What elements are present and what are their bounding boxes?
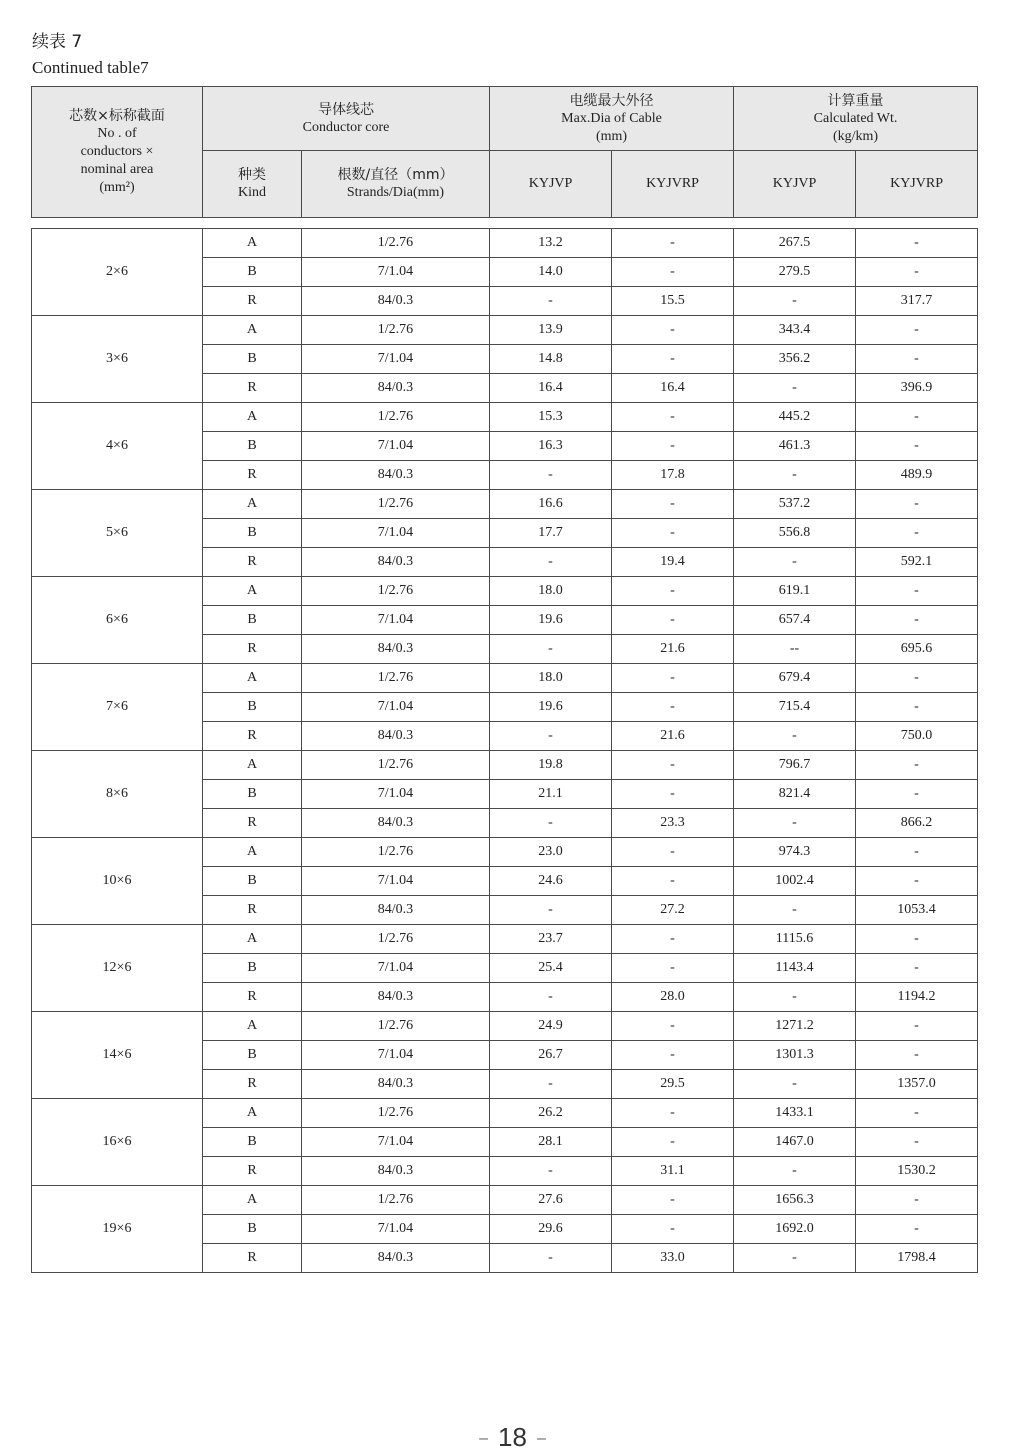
cell-strands: 1/2.76 — [302, 1099, 490, 1128]
cell-weight-kyjvp: -- — [734, 635, 856, 664]
cell-weight-kyjvp: 619.1 — [734, 577, 856, 606]
cell-weight-kyjvrp: 695.6 — [856, 635, 978, 664]
header-kind-en: Kind — [238, 185, 266, 200]
cell-spec: 10×6 — [32, 838, 203, 925]
cell-strands: 7/1.04 — [302, 606, 490, 635]
cell-kind: B — [203, 432, 302, 461]
cell-weight-kyjvp: 267.5 — [734, 229, 856, 258]
cell-maxdia-kyjvp: 23.7 — [490, 925, 612, 954]
cell-strands: 84/0.3 — [302, 722, 490, 751]
header-maxdia — [490, 87, 734, 151]
cell-weight-kyjvrp: - — [856, 751, 978, 780]
cell-weight-kyjvp: 1467.0 — [734, 1128, 856, 1157]
cell-maxdia-kyjvrp: - — [612, 780, 734, 809]
cell-weight-kyjvp: 821.4 — [734, 780, 856, 809]
cell-strands: 7/1.04 — [302, 780, 490, 809]
cell-weight-kyjvrp: - — [856, 606, 978, 635]
cell-maxdia-kyjvp: 19.6 — [490, 693, 612, 722]
cell-strands: 7/1.04 — [302, 258, 490, 287]
cell-kind: B — [203, 1215, 302, 1244]
cell-strands: 1/2.76 — [302, 403, 490, 432]
cell-maxdia-kyjvrp: - — [612, 693, 734, 722]
header-sub-weight-kyjvrp: KYJVRP — [856, 151, 978, 218]
cell-weight-kyjvrp: - — [856, 838, 978, 867]
cell-weight-kyjvrp: - — [856, 403, 978, 432]
cell-weight-kyjvrp: 396.9 — [856, 374, 978, 403]
cell-maxdia-kyjvrp: 21.6 — [612, 722, 734, 751]
cell-maxdia-kyjvp: 24.6 — [490, 867, 612, 896]
data-table — [31, 228, 978, 1273]
header-sub-maxdia-kyjvp: KYJVP — [490, 151, 612, 218]
cell-weight-kyjvp: - — [734, 983, 856, 1012]
table-row — [32, 1186, 978, 1215]
cell-maxdia-kyjvrp: - — [612, 1012, 734, 1041]
cell-weight-kyjvp: - — [734, 374, 856, 403]
cell-maxdia-kyjvp: 13.9 — [490, 316, 612, 345]
cell-maxdia-kyjvrp: - — [612, 490, 734, 519]
cell-spec: 4×6 — [32, 403, 203, 490]
cell-strands: 7/1.04 — [302, 432, 490, 461]
cell-weight-kyjvp: 1115.6 — [734, 925, 856, 954]
header-strands-en: Strands/Dia(mm) — [346, 185, 445, 200]
cell-maxdia-kyjvrp: - — [612, 1099, 734, 1128]
cell-strands: 1/2.76 — [302, 316, 490, 345]
cell-strands: 1/2.76 — [302, 490, 490, 519]
cell-strands: 84/0.3 — [302, 1157, 490, 1186]
cell-kind: B — [203, 693, 302, 722]
header-spec-en: No . of — [97, 126, 137, 141]
cell-weight-kyjvp: 1656.3 — [734, 1186, 856, 1215]
cell-maxdia-kyjvp: - — [490, 461, 612, 490]
page-dash-left: – — [479, 1430, 489, 1448]
cell-maxdia-kyjvp: 29.6 — [490, 1215, 612, 1244]
cell-maxdia-kyjvp: 21.1 — [490, 780, 612, 809]
cell-maxdia-kyjvp: - — [490, 809, 612, 838]
cell-kind: B — [203, 519, 302, 548]
cell-weight-kyjvrp: 1798.4 — [856, 1244, 978, 1273]
cell-strands: 7/1.04 — [302, 954, 490, 983]
cell-weight-kyjvp: - — [734, 1157, 856, 1186]
cell-strands: 7/1.04 — [302, 693, 490, 722]
cell-spec: 19×6 — [32, 1186, 203, 1273]
cell-kind: B — [203, 954, 302, 983]
cell-kind: B — [203, 867, 302, 896]
cell-maxdia-kyjvp: 27.6 — [490, 1186, 612, 1215]
cell-maxdia-kyjvp: 18.0 — [490, 577, 612, 606]
cell-maxdia-kyjvp: 13.2 — [490, 229, 612, 258]
cell-strands: 7/1.04 — [302, 1041, 490, 1070]
cell-weight-kyjvrp: 1357.0 — [856, 1070, 978, 1099]
cell-maxdia-kyjvp: 19.6 — [490, 606, 612, 635]
table-row — [32, 577, 978, 606]
caption-zh: 续表 7 — [32, 32, 83, 52]
cell-kind: R — [203, 896, 302, 925]
cell-maxdia-kyjvp: - — [490, 287, 612, 316]
header-spec — [32, 87, 203, 218]
cell-spec: 5×6 — [32, 490, 203, 577]
header-weight-en: Calculated Wt. — [813, 110, 898, 126]
cell-weight-kyjvp: - — [734, 1244, 856, 1273]
cell-strands: 84/0.3 — [302, 287, 490, 316]
cell-weight-kyjvp: 715.4 — [734, 693, 856, 722]
cell-maxdia-kyjvrp: - — [612, 664, 734, 693]
cell-strands: 84/0.3 — [302, 983, 490, 1012]
cell-maxdia-kyjvp: 19.8 — [490, 751, 612, 780]
cell-strands: 7/1.04 — [302, 867, 490, 896]
cell-spec: 16×6 — [32, 1099, 203, 1186]
cell-kind: A — [203, 751, 302, 780]
cell-weight-kyjvp: - — [734, 461, 856, 490]
cell-strands: 1/2.76 — [302, 1186, 490, 1215]
cell-weight-kyjvrp: 592.1 — [856, 548, 978, 577]
cell-weight-kyjvp: 974.3 — [734, 838, 856, 867]
cell-kind: A — [203, 1012, 302, 1041]
cell-maxdia-kyjvp: - — [490, 1244, 612, 1273]
table-row — [32, 1099, 978, 1128]
cell-weight-kyjvp: - — [734, 1070, 856, 1099]
caption-en: Continued table7 — [32, 58, 149, 77]
cell-maxdia-kyjvrp: 27.2 — [612, 896, 734, 925]
cell-weight-kyjvrp: - — [856, 954, 978, 983]
cell-maxdia-kyjvrp: 28.0 — [612, 983, 734, 1012]
header-conductor — [203, 87, 490, 151]
table-caption — [32, 34, 149, 76]
cell-kind: A — [203, 403, 302, 432]
cell-kind: A — [203, 316, 302, 345]
cell-weight-kyjvp: 537.2 — [734, 490, 856, 519]
header-spec-en: conductors × — [80, 144, 154, 159]
cell-weight-kyjvrp: - — [856, 519, 978, 548]
cell-maxdia-kyjvp: 26.7 — [490, 1041, 612, 1070]
cell-maxdia-kyjvp: - — [490, 1157, 612, 1186]
cell-weight-kyjvrp: - — [856, 258, 978, 287]
cell-maxdia-kyjvp: 23.0 — [490, 838, 612, 867]
cell-strands: 1/2.76 — [302, 577, 490, 606]
header-maxdia-unit: (mm) — [595, 128, 628, 144]
cell-maxdia-kyjvp: 16.3 — [490, 432, 612, 461]
table-row — [32, 838, 978, 867]
cell-weight-kyjvp: - — [734, 896, 856, 925]
cell-kind: B — [203, 780, 302, 809]
cell-maxdia-kyjvrp: - — [612, 1186, 734, 1215]
cell-maxdia-kyjvrp: - — [612, 1041, 734, 1070]
cell-maxdia-kyjvrp: - — [612, 229, 734, 258]
cell-strands: 84/0.3 — [302, 374, 490, 403]
cell-strands: 84/0.3 — [302, 635, 490, 664]
cell-kind: R — [203, 1244, 302, 1273]
cell-weight-kyjvrp: - — [856, 867, 978, 896]
header-sub-weight-kyjvp: KYJVP — [734, 151, 856, 218]
header-maxdia-en: Max.Dia of Cable — [561, 110, 662, 126]
cell-weight-kyjvp: - — [734, 722, 856, 751]
table-row — [32, 490, 978, 519]
cell-maxdia-kyjvp: 15.3 — [490, 403, 612, 432]
cell-strands: 7/1.04 — [302, 1128, 490, 1157]
cell-maxdia-kyjvrp: 31.1 — [612, 1157, 734, 1186]
cell-kind: R — [203, 374, 302, 403]
cell-weight-kyjvrp: 317.7 — [856, 287, 978, 316]
cell-kind: A — [203, 229, 302, 258]
cell-weight-kyjvp: 1301.3 — [734, 1041, 856, 1070]
cell-maxdia-kyjvrp: - — [612, 403, 734, 432]
cell-kind: R — [203, 809, 302, 838]
table-row — [32, 229, 978, 258]
cell-kind: A — [203, 664, 302, 693]
cell-weight-kyjvp: 1143.4 — [734, 954, 856, 983]
cell-kind: A — [203, 838, 302, 867]
cell-weight-kyjvrp: 489.9 — [856, 461, 978, 490]
cell-strands: 84/0.3 — [302, 548, 490, 577]
cell-kind: B — [203, 1128, 302, 1157]
cell-weight-kyjvp: 556.8 — [734, 519, 856, 548]
header-spec-en: nominal area — [80, 162, 154, 177]
header-spec-unit: (mm²) — [99, 180, 135, 195]
cell-weight-kyjvrp: - — [856, 577, 978, 606]
cell-kind: R — [203, 722, 302, 751]
header-strands — [302, 151, 490, 218]
cell-weight-kyjvp: - — [734, 548, 856, 577]
cell-weight-kyjvrp: - — [856, 229, 978, 258]
cell-weight-kyjvrp: - — [856, 693, 978, 722]
cell-weight-kyjvrp: - — [856, 664, 978, 693]
cell-strands: 7/1.04 — [302, 1215, 490, 1244]
cell-maxdia-kyjvrp: - — [612, 432, 734, 461]
cell-weight-kyjvp: 445.2 — [734, 403, 856, 432]
cell-weight-kyjvp: 1271.2 — [734, 1012, 856, 1041]
cell-weight-kyjvrp: 1530.2 — [856, 1157, 978, 1186]
cell-maxdia-kyjvp: 14.8 — [490, 345, 612, 374]
page-number-text: 18 — [498, 1422, 527, 1452]
cell-maxdia-kyjvrp: - — [612, 867, 734, 896]
cell-kind: B — [203, 1041, 302, 1070]
cell-weight-kyjvrp: - — [856, 432, 978, 461]
cell-spec: 8×6 — [32, 751, 203, 838]
cell-weight-kyjvp: 356.2 — [734, 345, 856, 374]
cell-maxdia-kyjvp: - — [490, 1070, 612, 1099]
cell-maxdia-kyjvp: 14.0 — [490, 258, 612, 287]
cell-spec: 12×6 — [32, 925, 203, 1012]
header-sub-maxdia-kyjvrp: KYJVRP — [612, 151, 734, 218]
cell-maxdia-kyjvrp: - — [612, 316, 734, 345]
cell-weight-kyjvp: 1002.4 — [734, 867, 856, 896]
cell-kind: R — [203, 287, 302, 316]
cell-weight-kyjvrp: - — [856, 490, 978, 519]
header-conductor-zh: 导体线芯 — [318, 101, 374, 118]
cell-strands: 1/2.76 — [302, 925, 490, 954]
cell-maxdia-kyjvp: - — [490, 635, 612, 664]
cell-weight-kyjvrp: - — [856, 1041, 978, 1070]
cell-maxdia-kyjvp: 26.2 — [490, 1099, 612, 1128]
header-spec-zh: 芯数×标称截面 — [69, 108, 165, 124]
page-number — [0, 1422, 1025, 1453]
cell-maxdia-kyjvrp: 19.4 — [612, 548, 734, 577]
cell-maxdia-kyjvrp: 15.5 — [612, 287, 734, 316]
cell-kind: B — [203, 606, 302, 635]
cell-kind: R — [203, 548, 302, 577]
cell-maxdia-kyjvrp: 33.0 — [612, 1244, 734, 1273]
cell-maxdia-kyjvrp: - — [612, 1128, 734, 1157]
header-maxdia-zh: 电缆最大外径 — [569, 92, 654, 109]
cell-maxdia-kyjvp: - — [490, 896, 612, 925]
cell-maxdia-kyjvrp: - — [612, 345, 734, 374]
cell-weight-kyjvp: 657.4 — [734, 606, 856, 635]
cell-weight-kyjvrp: - — [856, 1099, 978, 1128]
data-body — [32, 229, 978, 1273]
header-weight-zh: 计算重量 — [827, 92, 884, 109]
cell-kind: A — [203, 490, 302, 519]
table-row — [32, 664, 978, 693]
header-weight-unit: (kg/km) — [832, 128, 879, 144]
cell-strands: 84/0.3 — [302, 896, 490, 925]
cell-weight-kyjvp: 796.7 — [734, 751, 856, 780]
cell-maxdia-kyjvrp: 21.6 — [612, 635, 734, 664]
cell-weight-kyjvp: 343.4 — [734, 316, 856, 345]
cell-maxdia-kyjvrp: - — [612, 1215, 734, 1244]
cell-weight-kyjvrp: - — [856, 1128, 978, 1157]
page-dash-right: – — [536, 1430, 546, 1448]
cell-strands: 7/1.04 — [302, 345, 490, 374]
cell-strands: 1/2.76 — [302, 664, 490, 693]
header-weight — [734, 87, 978, 151]
cell-weight-kyjvrp: - — [856, 925, 978, 954]
table-header — [31, 86, 978, 218]
cell-strands: 84/0.3 — [302, 1244, 490, 1273]
header-conductor-en: Conductor core — [302, 119, 390, 135]
cell-kind: R — [203, 1070, 302, 1099]
cell-weight-kyjvrp: 750.0 — [856, 722, 978, 751]
cell-maxdia-kyjvp: - — [490, 548, 612, 577]
cell-maxdia-kyjvrp: - — [612, 954, 734, 983]
table-row — [32, 403, 978, 432]
header-strands-zh: 根数/直径（mm） — [337, 167, 454, 183]
cell-weight-kyjvrp: - — [856, 1215, 978, 1244]
cell-maxdia-kyjvrp: - — [612, 258, 734, 287]
cell-strands: 1/2.76 — [302, 838, 490, 867]
cell-maxdia-kyjvrp: - — [612, 519, 734, 548]
cell-strands: 7/1.04 — [302, 519, 490, 548]
cell-weight-kyjvrp: 1053.4 — [856, 896, 978, 925]
cell-kind: R — [203, 461, 302, 490]
cell-weight-kyjvrp: - — [856, 780, 978, 809]
cell-maxdia-kyjvp: 16.6 — [490, 490, 612, 519]
cell-kind: A — [203, 1186, 302, 1215]
header-kind-zh: 种类 — [238, 167, 266, 183]
cell-kind: B — [203, 258, 302, 287]
cell-weight-kyjvrp: 1194.2 — [856, 983, 978, 1012]
cell-weight-kyjvrp: 866.2 — [856, 809, 978, 838]
cell-weight-kyjvp: - — [734, 287, 856, 316]
cell-weight-kyjvp: 461.3 — [734, 432, 856, 461]
cell-weight-kyjvp: 1433.1 — [734, 1099, 856, 1128]
cell-kind: R — [203, 635, 302, 664]
cell-maxdia-kyjvp: 17.7 — [490, 519, 612, 548]
cell-maxdia-kyjvrp: - — [612, 606, 734, 635]
table-row — [32, 925, 978, 954]
cell-spec: 6×6 — [32, 577, 203, 664]
cell-kind: A — [203, 925, 302, 954]
cell-spec: 3×6 — [32, 316, 203, 403]
header-kind — [203, 151, 302, 218]
table-row — [32, 316, 978, 345]
table-row — [32, 1012, 978, 1041]
cell-strands: 1/2.76 — [302, 229, 490, 258]
cell-kind: R — [203, 1157, 302, 1186]
cell-weight-kyjvp: - — [734, 809, 856, 838]
cell-strands: 84/0.3 — [302, 809, 490, 838]
cell-maxdia-kyjvp: 28.1 — [490, 1128, 612, 1157]
cell-strands: 1/2.76 — [302, 1012, 490, 1041]
cell-strands: 84/0.3 — [302, 1070, 490, 1099]
cell-maxdia-kyjvrp: 23.3 — [612, 809, 734, 838]
cell-weight-kyjvp: 1692.0 — [734, 1215, 856, 1244]
cell-maxdia-kyjvp: - — [490, 983, 612, 1012]
cell-kind: A — [203, 1099, 302, 1128]
cell-maxdia-kyjvp: 24.9 — [490, 1012, 612, 1041]
cell-weight-kyjvp: 279.5 — [734, 258, 856, 287]
cell-strands: 84/0.3 — [302, 461, 490, 490]
cell-spec: 7×6 — [32, 664, 203, 751]
cell-weight-kyjvrp: - — [856, 345, 978, 374]
cell-maxdia-kyjvp: 25.4 — [490, 954, 612, 983]
table-row — [32, 751, 978, 780]
cell-weight-kyjvrp: - — [856, 1012, 978, 1041]
cell-spec: 14×6 — [32, 1012, 203, 1099]
cell-strands: 1/2.76 — [302, 751, 490, 780]
cell-maxdia-kyjvrp: - — [612, 838, 734, 867]
cell-maxdia-kyjvrp: 16.4 — [612, 374, 734, 403]
cell-weight-kyjvrp: - — [856, 316, 978, 345]
cell-kind: B — [203, 345, 302, 374]
cell-maxdia-kyjvrp: - — [612, 577, 734, 606]
cell-spec: 2×6 — [32, 229, 203, 316]
cell-kind: A — [203, 577, 302, 606]
cell-weight-kyjvrp: - — [856, 1186, 978, 1215]
cell-weight-kyjvp: 679.4 — [734, 664, 856, 693]
cell-kind: R — [203, 983, 302, 1012]
cell-maxdia-kyjvp: 16.4 — [490, 374, 612, 403]
cell-maxdia-kyjvp: - — [490, 722, 612, 751]
cell-maxdia-kyjvrp: 29.5 — [612, 1070, 734, 1099]
cell-maxdia-kyjvrp: 17.8 — [612, 461, 734, 490]
cell-maxdia-kyjvrp: - — [612, 925, 734, 954]
cell-maxdia-kyjvp: 18.0 — [490, 664, 612, 693]
cell-maxdia-kyjvrp: - — [612, 751, 734, 780]
